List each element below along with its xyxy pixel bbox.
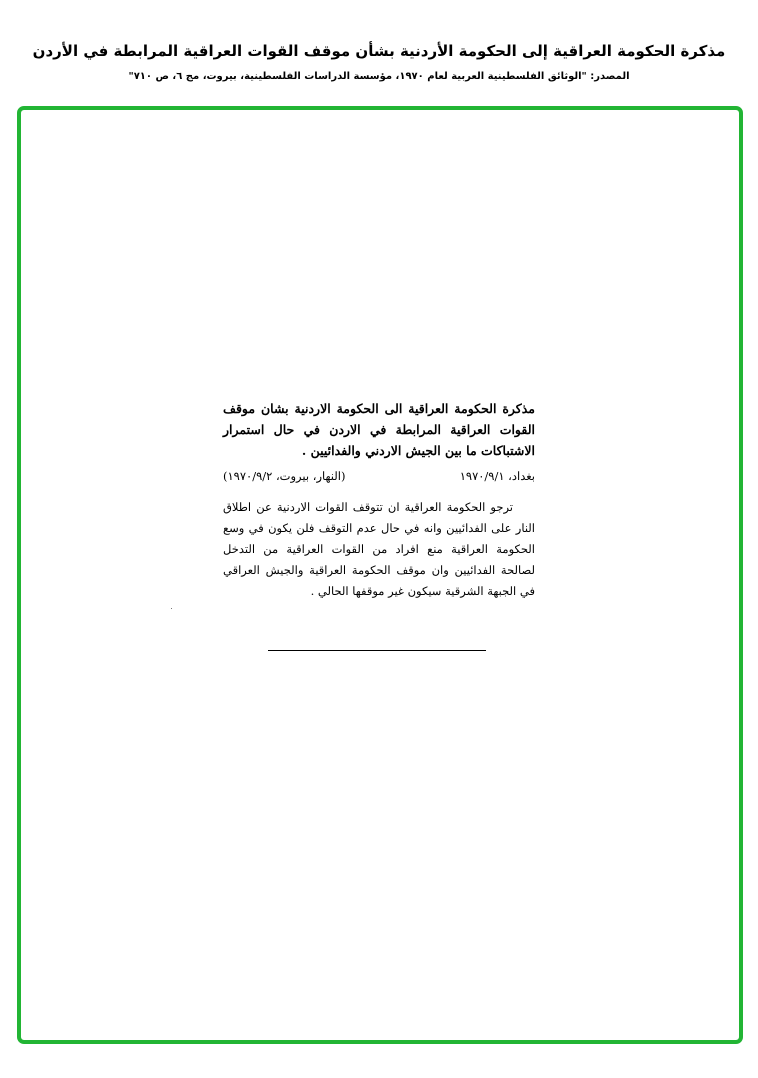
document-heading: مذكرة الحكومة العراقية الى الحكومة الاردنية بشان موقف القوات العراقية المرابطة في الاردن في حال استمرار الاشتباكات ما بين الجيش الاردني والفدائيين . <box>223 401 535 458</box>
end-rule <box>268 650 486 651</box>
document-body <box>223 497 535 602</box>
scan-speck <box>171 608 172 609</box>
body-paragraph: ترجو الحكومة العراقية ان تتوقف القوات الاردنية عن اطلاق النار على الفدائيين وانه في حال عدم التوقف فلن يكون في وسع الحكومة العراقية منع افراد من القوات العراقية من التدخل لصالحة الفدائيين وان موقف الحكومة العراقية والجيش العراقي في الجبهة الشرقية سيكون غير موقفها الحالي . <box>223 500 535 598</box>
date-source: (النهار، بيروت، ١٩٧٠/٩/٢) <box>223 469 346 483</box>
page-title: مذكرة الحكومة العراقية إلى الحكومة الأردنية بشأن موقف القوات العراقية المرابطة في الأردن <box>32 42 726 60</box>
date-place: بغداد، ١٩٧٠/٩/١ <box>459 469 535 483</box>
source-citation: المصدر: "الوثائق الفلسطينية العربية لعام ١٩٧٠، مؤسسة الدراسات الفلسطينية، بيروت، مج ٦، ص ٧١٠" <box>128 71 630 82</box>
dateline <box>223 469 535 487</box>
